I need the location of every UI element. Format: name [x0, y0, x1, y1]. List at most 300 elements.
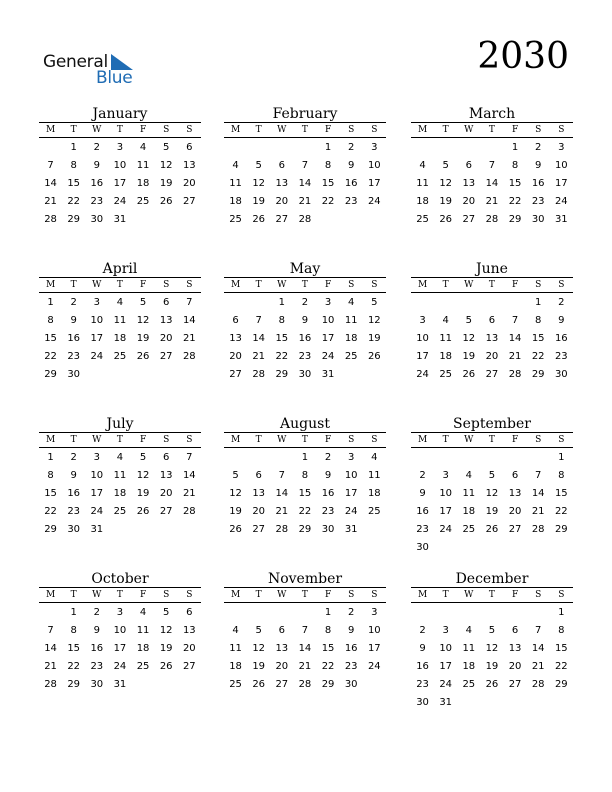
day-cell: 26 [485, 523, 499, 535]
day-cell: 20 [182, 642, 196, 654]
week-row [411, 466, 573, 484]
day-cell: 24 [90, 505, 104, 517]
month-november [224, 571, 386, 693]
day-cell: 18 [229, 660, 242, 672]
day-cell: 31 [439, 696, 453, 708]
day-cell: 2 [535, 141, 542, 153]
day-cell: 8 [511, 159, 519, 171]
weekday-label: F [511, 125, 519, 135]
day-cell: 3 [348, 451, 355, 463]
day-cell: 28 [298, 213, 312, 225]
day-cell: 16 [90, 642, 104, 654]
day-cell: 9 [419, 487, 426, 499]
weekday-label: S [558, 125, 565, 135]
day-cell: 17 [90, 487, 104, 499]
day-cell: 25 [462, 523, 476, 535]
day-cell: 26 [252, 213, 266, 225]
day-cell: 27 [229, 368, 242, 380]
week-row [224, 311, 386, 329]
day-cell: 21 [252, 350, 266, 362]
week-row [411, 621, 573, 639]
week-row [39, 448, 201, 466]
month-may [224, 261, 386, 383]
day-cell: 29 [508, 213, 522, 225]
day-cell: 20 [252, 505, 266, 517]
day-cell: 8 [301, 469, 309, 481]
day-cell: 26 [159, 195, 173, 207]
day-cell: 31 [113, 213, 127, 225]
day-cell: 30 [321, 523, 335, 535]
weekday-header [39, 587, 201, 603]
month-title: May [289, 261, 321, 277]
day-cell: 12 [462, 332, 476, 344]
day-cell: 1 [535, 296, 542, 308]
day-cell: 15 [321, 177, 335, 189]
weekday-label: F [511, 435, 519, 445]
weekday-label: S [163, 590, 170, 600]
day-cell: 19 [136, 487, 150, 499]
week-row [224, 621, 386, 639]
day-cell: 4 [442, 314, 449, 326]
day-cell: 17 [367, 177, 381, 189]
day-cell: 27 [485, 368, 499, 380]
day-cell: 1 [47, 296, 54, 308]
week-row [39, 639, 201, 657]
weekday-label: M [417, 125, 428, 135]
week-row [224, 603, 386, 621]
weekday-label: T [70, 280, 77, 290]
weekday-label: W [92, 590, 102, 600]
week-row [411, 311, 573, 329]
day-cell: 15 [531, 332, 545, 344]
day-cell: 4 [139, 606, 147, 618]
day-cell: 17 [344, 487, 358, 499]
day-cell: 20 [275, 660, 289, 672]
day-cell: 4 [232, 624, 239, 636]
day-cell: 26 [136, 350, 150, 362]
day-cell: 28 [252, 368, 266, 380]
day-cell: 23 [554, 350, 568, 362]
day-cell: 5 [442, 159, 449, 171]
day-cell: 16 [67, 487, 81, 499]
day-cell: 18 [229, 195, 242, 207]
day-cell: 16 [416, 660, 429, 672]
day-cell: 21 [182, 487, 196, 499]
day-cell: 26 [252, 678, 266, 690]
day-cell: 29 [531, 368, 545, 380]
day-cell: 4 [116, 451, 124, 463]
weekday-label: S [535, 435, 542, 445]
day-cell: 31 [554, 213, 568, 225]
day-cell: 12 [252, 177, 266, 189]
day-cell: 28 [531, 678, 545, 690]
day-cell: 13 [159, 469, 173, 481]
weekday-label: S [348, 590, 355, 600]
day-cell: 25 [462, 678, 476, 690]
weekday-header [224, 122, 386, 138]
day-cell: 29 [44, 523, 57, 535]
month-title: January [92, 106, 148, 122]
week-row [39, 311, 201, 329]
day-cell: 11 [416, 177, 429, 189]
weekday-label: S [186, 125, 193, 135]
weekday-label: T [488, 280, 495, 290]
month-title: November [267, 571, 343, 587]
day-cell: 27 [275, 213, 289, 225]
day-cell: 6 [163, 451, 170, 463]
day-cell: 22 [554, 660, 568, 672]
month-title: June [476, 261, 508, 277]
day-cell: 31 [113, 678, 127, 690]
weekday-label: T [442, 590, 449, 600]
weekday-label: M [230, 280, 241, 290]
day-cell: 28 [44, 678, 57, 690]
day-cell: 25 [113, 505, 127, 517]
day-cell: 8 [324, 159, 332, 171]
weekday-header [411, 587, 573, 603]
day-cell: 27 [275, 678, 289, 690]
week-row [411, 657, 573, 675]
day-cell: 20 [508, 660, 522, 672]
day-cell: 12 [229, 487, 242, 499]
week-row [224, 138, 386, 156]
day-cell: 22 [44, 350, 57, 362]
day-cell: 30 [416, 541, 429, 553]
day-cell: 8 [324, 624, 332, 636]
day-cell: 8 [558, 469, 565, 481]
day-cell: 7 [511, 314, 519, 326]
weekday-label: T [255, 125, 262, 135]
day-cell: 5 [488, 469, 496, 481]
day-cell: 6 [278, 624, 285, 636]
week-row [411, 174, 573, 192]
weekday-header [411, 277, 573, 293]
day-cell: 1 [301, 451, 309, 463]
day-cell: 5 [139, 451, 147, 463]
weekday-label: T [488, 435, 495, 445]
day-cell: 24 [113, 660, 127, 672]
week-row [39, 675, 201, 693]
day-cell: 17 [367, 642, 381, 654]
weekday-header [39, 432, 201, 448]
day-cell: 3 [93, 451, 100, 463]
day-cell: 4 [465, 469, 472, 481]
day-cell: 19 [252, 660, 266, 672]
day-cell: 6 [232, 314, 239, 326]
weekday-label: S [535, 280, 542, 290]
day-cell: 7 [535, 469, 542, 481]
day-cell: 12 [136, 469, 150, 481]
day-cell: 13 [159, 314, 173, 326]
week-row [39, 365, 201, 383]
week-row [224, 156, 386, 174]
day-cell: 10 [439, 487, 453, 499]
week-row [411, 603, 573, 621]
day-cell: 22 [321, 195, 335, 207]
weekday-header [39, 277, 201, 293]
day-cell: 12 [136, 314, 150, 326]
month-title: October [91, 571, 149, 587]
day-cell: 30 [90, 678, 104, 690]
month-april [39, 261, 201, 383]
day-cell: 10 [90, 314, 104, 326]
day-cell: 29 [298, 523, 312, 535]
weekday-header [224, 432, 386, 448]
day-cell: 7 [301, 624, 309, 636]
weekday-label: S [558, 590, 565, 600]
weekday-label: M [45, 125, 56, 135]
week-row [411, 693, 573, 711]
day-cell: 8 [47, 314, 54, 326]
day-cell: 13 [508, 642, 522, 654]
day-cell: 8 [70, 159, 77, 171]
day-cell: 19 [229, 505, 242, 517]
weekday-label: T [70, 590, 77, 600]
week-row [411, 538, 573, 556]
week-row [411, 210, 573, 228]
month-august [224, 416, 386, 538]
day-cell: 5 [371, 296, 378, 308]
day-cell: 24 [554, 195, 568, 207]
day-cell: 6 [186, 606, 193, 618]
week-row [224, 639, 386, 657]
day-cell: 20 [159, 332, 173, 344]
day-cell: 2 [558, 296, 565, 308]
day-cell: 19 [367, 332, 381, 344]
day-cell: 22 [298, 505, 312, 517]
day-cell: 1 [324, 141, 332, 153]
day-cell: 17 [439, 660, 453, 672]
day-cell: 17 [321, 332, 335, 344]
day-cell: 31 [321, 368, 335, 380]
day-cell: 29 [275, 368, 289, 380]
weekday-label: S [558, 280, 565, 290]
day-cell: 6 [255, 469, 262, 481]
day-cell: 2 [70, 451, 77, 463]
day-cell: 19 [159, 177, 173, 189]
weekday-label: S [163, 125, 170, 135]
weekday-label: T [70, 125, 77, 135]
weekday-header [224, 587, 386, 603]
day-cell: 2 [348, 606, 355, 618]
day-cell: 12 [485, 642, 499, 654]
day-cell: 21 [44, 195, 57, 207]
day-cell: 19 [159, 642, 173, 654]
day-cell: 25 [136, 195, 150, 207]
week-row [39, 621, 201, 639]
day-cell: 21 [275, 505, 289, 517]
day-cell: 28 [182, 350, 196, 362]
day-cell: 4 [419, 159, 426, 171]
day-cell: 24 [416, 368, 429, 380]
day-cell: 15 [554, 642, 568, 654]
day-cell: 25 [136, 660, 150, 672]
day-cell: 11 [367, 469, 381, 481]
day-cell: 8 [70, 624, 77, 636]
week-row [224, 520, 386, 538]
day-cell: 15 [44, 487, 57, 499]
weekday-label: F [139, 280, 147, 290]
day-cell: 22 [508, 195, 522, 207]
day-cell: 20 [462, 195, 476, 207]
day-cell: 1 [70, 606, 77, 618]
weekday-label: S [348, 435, 355, 445]
weekday-label: W [277, 125, 287, 135]
day-cell: 19 [462, 350, 476, 362]
day-cell: 14 [182, 469, 196, 481]
day-cell: 1 [324, 606, 332, 618]
weekday-label: T [442, 125, 449, 135]
weekday-label: T [442, 280, 449, 290]
day-cell: 3 [371, 606, 378, 618]
day-cell: 16 [416, 505, 429, 517]
day-cell: 14 [252, 332, 266, 344]
day-cell: 16 [531, 177, 545, 189]
day-cell: 20 [508, 505, 522, 517]
day-cell: 27 [182, 660, 196, 672]
week-row [224, 466, 386, 484]
day-cell: 24 [344, 505, 358, 517]
weekday-label: M [417, 435, 428, 445]
day-cell: 14 [44, 642, 57, 654]
day-cell: 30 [554, 368, 568, 380]
day-cell: 29 [67, 213, 81, 225]
day-cell: 30 [90, 213, 104, 225]
day-cell: 15 [275, 332, 289, 344]
weekday-label: T [255, 280, 262, 290]
day-cell: 2 [419, 624, 426, 636]
day-cell: 17 [90, 332, 104, 344]
weekday-label: W [277, 280, 287, 290]
day-cell: 16 [554, 332, 568, 344]
day-cell: 11 [113, 469, 127, 481]
weekday-label: S [186, 435, 193, 445]
day-cell: 13 [252, 487, 266, 499]
weekday-label: T [301, 280, 308, 290]
weekday-label: T [301, 435, 308, 445]
day-cell: 14 [44, 177, 57, 189]
day-cell: 13 [182, 624, 196, 636]
weekday-label: M [45, 590, 56, 600]
day-cell: 14 [298, 642, 312, 654]
day-cell: 22 [554, 505, 568, 517]
month-january [39, 106, 201, 228]
week-row [411, 675, 573, 693]
day-cell: 10 [90, 469, 104, 481]
day-cell: 11 [113, 314, 127, 326]
day-cell: 17 [439, 505, 453, 517]
day-cell: 13 [508, 487, 522, 499]
day-cell: 28 [44, 213, 57, 225]
day-cell: 10 [367, 159, 381, 171]
week-row [39, 293, 201, 311]
day-cell: 9 [93, 159, 100, 171]
day-cell: 19 [485, 505, 499, 517]
day-cell: 10 [113, 624, 127, 636]
weekday-label: S [163, 280, 170, 290]
month-title: December [455, 571, 529, 587]
month-title: April [102, 261, 138, 277]
day-cell: 10 [367, 624, 381, 636]
day-cell: 23 [344, 195, 358, 207]
day-cell: 2 [93, 141, 100, 153]
day-cell: 3 [442, 469, 449, 481]
day-cell: 20 [159, 487, 173, 499]
day-cell: 6 [511, 469, 519, 481]
weekday-label: S [535, 590, 542, 600]
day-cell: 10 [321, 314, 335, 326]
day-cell: 6 [488, 314, 496, 326]
day-cell: 13 [182, 159, 196, 171]
day-cell: 5 [163, 606, 170, 618]
day-cell: 30 [67, 523, 81, 535]
day-cell: 15 [67, 642, 81, 654]
week-row [411, 192, 573, 210]
weekday-label: T [255, 590, 262, 600]
day-cell: 18 [136, 177, 150, 189]
day-cell: 21 [531, 660, 545, 672]
weekday-label: T [301, 590, 308, 600]
weekday-header [411, 122, 573, 138]
day-cell: 28 [531, 523, 545, 535]
week-row [411, 293, 573, 311]
day-cell: 28 [508, 368, 522, 380]
day-cell: 11 [462, 642, 476, 654]
day-cell: 22 [67, 195, 81, 207]
weekday-label: S [348, 125, 355, 135]
brand-logo [43, 50, 143, 90]
day-cell: 22 [44, 505, 57, 517]
day-cell: 15 [508, 177, 522, 189]
day-cell: 29 [554, 678, 568, 690]
day-cell: 17 [113, 642, 127, 654]
day-cell: 27 [159, 350, 173, 362]
weekday-label: W [464, 280, 474, 290]
day-cell: 16 [344, 177, 358, 189]
day-cell: 13 [485, 332, 499, 344]
day-cell: 18 [136, 642, 150, 654]
day-cell: 18 [113, 332, 127, 344]
day-cell: 19 [485, 660, 499, 672]
week-row [411, 156, 573, 174]
week-row [411, 639, 573, 657]
day-cell: 23 [531, 195, 545, 207]
weekday-label: S [348, 280, 355, 290]
day-cell: 9 [348, 624, 355, 636]
week-row [411, 138, 573, 156]
day-cell: 26 [229, 523, 242, 535]
weekday-label: S [163, 435, 170, 445]
month-july [39, 416, 201, 538]
day-cell: 21 [44, 660, 57, 672]
day-cell: 14 [508, 332, 522, 344]
day-cell: 10 [439, 642, 453, 654]
day-cell: 7 [47, 624, 54, 636]
day-cell: 27 [159, 505, 173, 517]
week-row [411, 448, 573, 466]
week-row [224, 484, 386, 502]
year-title: 2030 [477, 36, 569, 77]
weekday-label: T [255, 435, 262, 445]
day-cell: 6 [511, 624, 519, 636]
day-cell: 11 [229, 177, 242, 189]
day-cell: 12 [439, 177, 453, 189]
week-row [39, 347, 201, 365]
day-cell: 23 [67, 350, 81, 362]
day-cell: 2 [93, 606, 100, 618]
month-title: July [106, 416, 134, 432]
day-cell: 19 [252, 195, 266, 207]
